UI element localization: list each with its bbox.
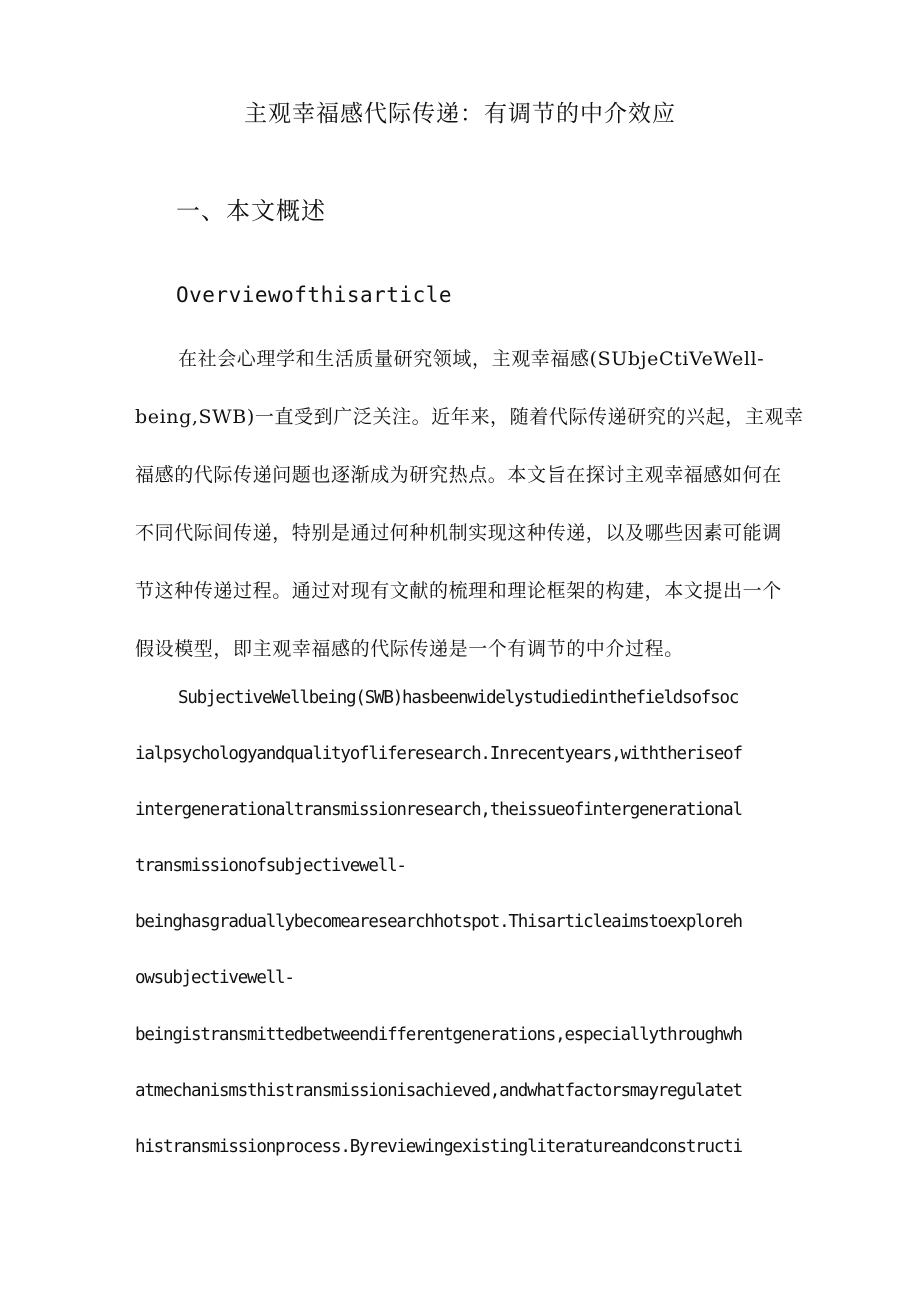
paragraph-line: 节这种传递过程。通过对现有文献的梳理和理论框架的构建，本文提出一个 bbox=[135, 580, 782, 602]
paragraph-line: ialpsychologyandqualityofliferesearch.Inrecentyears,withtheriseof bbox=[135, 744, 742, 765]
paragraph-line: SubjectiveWellbeing(SWB)hasbeenwidelystudiedinthefieldsofsoc bbox=[178, 688, 739, 708]
paragraph-line: 福感的代际传递问题也逐渐成为研究热点。本文旨在探讨主观幸福感如何在 bbox=[135, 464, 782, 486]
paragraph-line: 假设模型，即主观幸福感的代际传递是一个有调节的中介过程。 bbox=[135, 638, 684, 660]
paragraph-line: 不同代际间传递，特别是通过何种机制实现这种传递，以及哪些因素可能调 bbox=[135, 522, 782, 544]
paragraph-line: beinghasgraduallybecomearesearchhotspot.Thisarticleaimstoexploreh bbox=[135, 912, 742, 933]
paragraph-line: atmechanismsthistransmissionisachieved,andwhatfactorsmayregulatet bbox=[135, 1080, 742, 1101]
document-title: 主观幸福感代际传递：有调节的中介效应 bbox=[244, 101, 676, 127]
paragraph-line: 在社会心理学和生活质量研究领域，主观幸福感(SUbjeCtiVeWell- bbox=[178, 348, 765, 370]
paragraph-line: being,SWB)一直受到广泛关注。近年来，随着代际传递研究的兴起，主观幸 bbox=[135, 406, 804, 428]
section-heading: 一、本文概述 bbox=[176, 197, 326, 225]
english-paragraph bbox=[135, 683, 795, 1188]
paragraph-line: owsubjectivewell- bbox=[135, 968, 294, 989]
paragraph-line: histransmissionprocess.Byreviewingexistingliteratureandconstructi bbox=[135, 1136, 742, 1157]
paragraph-line: transmissionofsubjectivewell- bbox=[135, 856, 406, 877]
paragraph-line: intergenerationaltransmissionresearch,theissueofintergenerational bbox=[135, 800, 742, 821]
section-subheading-english: Overviewofthisarticle bbox=[176, 283, 453, 307]
chinese-paragraph bbox=[135, 342, 804, 690]
paragraph-line: beingistransmittedbetweendifferentgenerations,especiallythroughwh bbox=[135, 1024, 742, 1045]
